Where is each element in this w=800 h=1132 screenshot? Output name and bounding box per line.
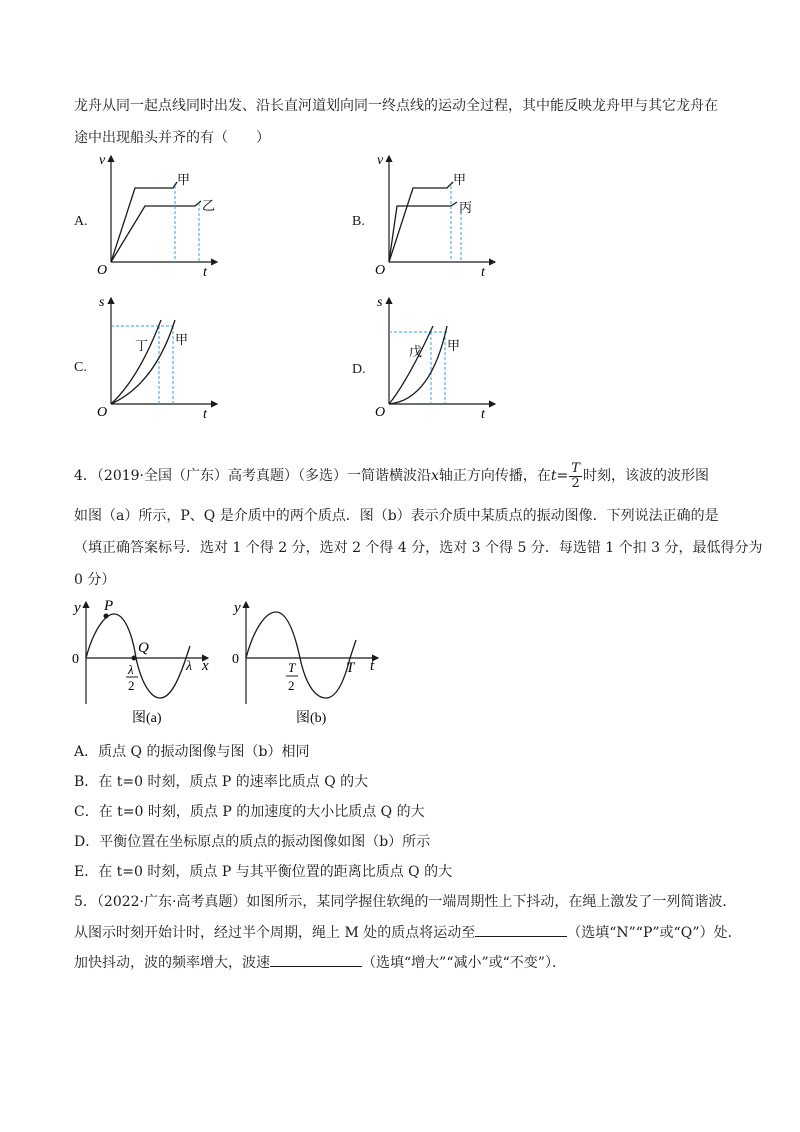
graph-c xyxy=(95,292,225,422)
half-lambda-num: λ xyxy=(128,662,134,677)
axis-t: t xyxy=(481,265,485,280)
point-q xyxy=(132,656,137,661)
option-a-label: A. xyxy=(74,214,88,229)
option-c-label: C. xyxy=(74,360,87,375)
q4-line-4: 0 分） xyxy=(74,572,116,588)
origin-zero: 0 xyxy=(72,652,79,667)
q4-line-2: 如图（a）所示，P、Q 是介质中的两个质点．图（b）表示介质中某质点的振动图像．下列说法正确的是 xyxy=(74,508,719,524)
axis-v: v xyxy=(99,153,106,168)
axis-t: t xyxy=(203,265,207,280)
axis-v: v xyxy=(377,153,384,168)
vibration-curve xyxy=(246,612,356,698)
label-jia: 甲 xyxy=(175,332,189,347)
axis-t: t xyxy=(481,407,485,422)
label-T: T xyxy=(346,660,355,676)
axis-s: s xyxy=(99,295,105,310)
q5-line-2: 从图示时刻开始计时，经过半个周期，绳上 M 处的质点将运动至 （选填“N”“P”或“Q”）处． xyxy=(74,922,742,943)
label-lambda: λ xyxy=(186,659,193,674)
label-jia: 甲 xyxy=(177,172,191,187)
axis-y: y xyxy=(234,600,241,616)
q3-line-1: 龙舟从同一起点线同时出发、沿长直河道划向同一终点线的运动全过程，其中能反映龙舟甲与其它龙舟在 xyxy=(74,98,718,114)
curve-jia xyxy=(111,182,177,262)
option-d-label: D. xyxy=(352,362,366,377)
curve-jia xyxy=(389,182,453,262)
half-lambda-den: 2 xyxy=(128,678,135,693)
graph-b xyxy=(373,150,503,280)
axis-t: t xyxy=(203,407,207,422)
axis-x: x xyxy=(202,658,209,674)
label-wu: 戊 xyxy=(409,344,423,359)
answer-blank-1[interactable] xyxy=(475,922,567,937)
q3-line-2: 途中出现船头并齐的有（ ） xyxy=(74,130,270,146)
axis-y: y xyxy=(74,600,81,616)
q5-line-3: 加快抖动，波的频率增大，波速 （选填“增大”“减小”或“不变”）． xyxy=(74,952,566,973)
answer-blank-2[interactable] xyxy=(270,952,362,967)
figure-b-vibration xyxy=(228,596,388,736)
q4-choice-a: A．质点 Q 的振动图像与图（b）相同 xyxy=(74,744,310,760)
q5-line-1: 5．（2022·广东·高考真题）如图所示，某同学握住软绳的一端周期性上下抖动，在绳上激发了一列简谐波． xyxy=(74,894,737,910)
q4-choice-e: E．在 t=0 时刻，质点 P 与其平衡位置的距离比质点 Q 的大 xyxy=(74,864,453,880)
label-jia: 甲 xyxy=(453,172,467,187)
axis-t: t xyxy=(370,658,375,674)
origin: O xyxy=(97,263,108,278)
figure-a-waveform xyxy=(70,596,230,736)
curve-wu xyxy=(389,326,433,404)
label-bing: 丙 xyxy=(459,200,473,215)
curve-ding xyxy=(111,320,161,404)
graph-d xyxy=(373,292,503,422)
half-T-num: T xyxy=(288,660,296,675)
label-jia: 甲 xyxy=(447,338,461,353)
label-p: P xyxy=(104,598,114,614)
q4-line-3: （填正确答案标号．选对 1 个得 2 分，选对 2 个得 4 分，选对 3 个得 5 分．每选错 1 个扣 3 分，最低得分为 xyxy=(74,540,763,556)
option-b-label: B. xyxy=(352,214,365,229)
label-ding: 丁 xyxy=(135,338,149,353)
origin: O xyxy=(97,405,108,420)
point-p xyxy=(104,614,109,619)
curve-jia xyxy=(111,320,175,404)
graph-a xyxy=(95,150,225,280)
label-q: Q xyxy=(138,640,149,656)
label-yi: 乙 xyxy=(202,198,216,213)
wave-curve xyxy=(86,614,193,698)
caption-a: 图(a) xyxy=(132,711,162,726)
origin: O xyxy=(375,263,386,278)
q4-line-1: 4．（2019·全国（广东）高考真题）（多选）一简谐横波沿x轴正方向传播，在t= $\frac{T}{2}$ 时刻，该波的波形图 xyxy=(74,460,709,491)
q4-choice-d: D．平衡位置在坐标原点的质点的振动图像如图（b）所示 xyxy=(74,834,431,850)
axis-s: s xyxy=(377,295,383,310)
caption-b: 图(b) xyxy=(296,711,327,726)
origin: O xyxy=(375,405,386,420)
t-half-fraction: $\frac{T}{2}$ xyxy=(571,460,580,491)
q4-choice-b: B．在 t=0 时刻，质点 P 的速率比质点 Q 的大 xyxy=(74,774,369,790)
q4-choice-c: C．在 t=0 时刻，质点 P 的加速度的大小比质点 Q 的大 xyxy=(74,804,425,820)
curve-yi xyxy=(111,201,201,262)
origin-zero: 0 xyxy=(232,652,239,667)
half-T-den: 2 xyxy=(288,678,295,693)
